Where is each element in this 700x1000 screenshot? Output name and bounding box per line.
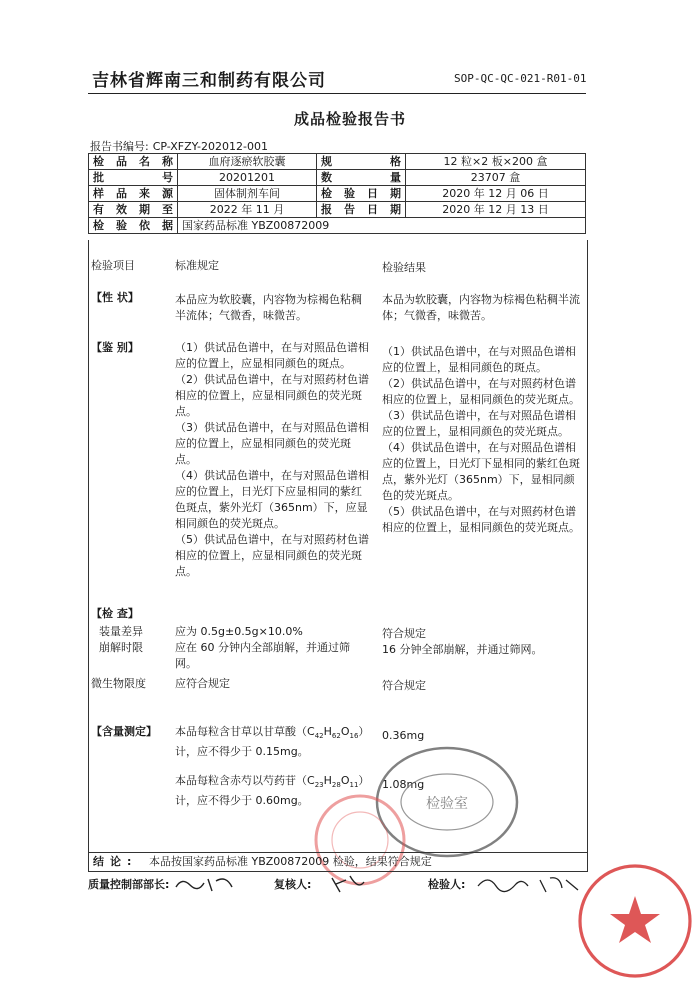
reviewer-label: 复核人: (274, 878, 312, 891)
reviewer-signature (328, 872, 368, 896)
basis-label: 检验依据 (89, 218, 178, 234)
spec-label: 规格 (317, 154, 406, 170)
assay-2-sub: 23 (314, 781, 324, 790)
identification-standard-item: （3）供试品色谱中，在与对照品色谱相应的位置上，应显相同颜色的荧光斑点。 (175, 421, 369, 466)
batch-value: 20201201 (178, 170, 317, 186)
character-standard: 本品应为软胶囊，内容物为棕褐色粘稠半流体；气微香，味微苦。 (175, 293, 362, 322)
info-table (88, 153, 586, 234)
inspector-label: 检验人: (428, 878, 466, 891)
disintegration-result: 16 分钟全部崩解，并通过筛网。 (382, 643, 543, 656)
report-title: 成品检验报告书 (293, 110, 406, 128)
identification-result-item: （3）供试品色谱中，在与对照品色谱相应的位置上，显相同颜色的荧光斑点。 (382, 409, 576, 438)
identification-label: 【鉴 别】 (91, 341, 139, 354)
identification-result (382, 344, 582, 536)
info-row (89, 154, 586, 170)
company-seal (576, 862, 694, 980)
assay-2-sub: 28 (331, 781, 341, 790)
microbe-label: 微生物限度 (91, 677, 146, 690)
info-row (89, 170, 586, 186)
loading-result: 符合规定 (382, 627, 426, 640)
info-row (89, 218, 586, 234)
column-item-header: 检验项目 (91, 259, 135, 272)
assay-result-1: 0.36mg (382, 729, 425, 742)
report-number (90, 138, 272, 154)
identification-standard-item: （1）供试品色谱中，在与对照品色谱相应的位置上，应显相同颜色的斑点。 (175, 341, 369, 370)
expiry-label: 有效期至 (89, 202, 178, 218)
identification-standard (175, 340, 370, 580)
disintegration-label: 崩解时限 (99, 641, 143, 654)
quantity-label: 数量 (317, 170, 406, 186)
identification-result-item: （1）供试品色谱中，在与对照品色谱相应的位置上，显相同颜色的斑点。 (382, 345, 576, 374)
report-number-value: CP-XFZY-202012-001 (152, 140, 268, 153)
identification-result-item: （4）供试品色谱中，在与对照品色谱相应的位置上，日光灯下显相同的紫红色斑点，紫外光灯（365nm）下，显相同颜色的荧光斑点。 (382, 441, 580, 502)
assay-1-text: 本品每粒含甘草以甘草酸（C (175, 725, 315, 738)
info-row (89, 186, 586, 202)
qc-head-signature (172, 873, 242, 895)
assay-2-text: O (340, 774, 350, 787)
conclusion-row (88, 852, 588, 872)
assay-label: 【含量测定】 (91, 725, 157, 738)
spec-value: 12 粒×2 板×200 盒 (406, 154, 586, 170)
source-value: 固体制剂车间 (178, 186, 317, 202)
identification-standard-item: （2）供试品色谱中，在与对照药材色谱相应的位置上，应显相同颜色的荧光斑点。 (175, 373, 369, 418)
microbe-standard: 应符合规定 (175, 677, 230, 690)
inspect-date-label: 检验日期 (317, 186, 406, 202)
assay-1-sub: 42 (314, 732, 324, 741)
product-name-value: 血府逐瘀软胶囊 (178, 154, 317, 170)
assay-result-2: 1.08mg (382, 778, 425, 791)
info-row (89, 202, 586, 218)
basis-value: 国家药品标准 YBZ00872009 (178, 218, 586, 234)
batch-label: 批号 (89, 170, 178, 186)
assay-2-text: 本品每粒含赤芍以芍药苷（C (175, 774, 315, 787)
assay-1-text: H (323, 725, 332, 738)
report-date-label: 报告日期 (317, 202, 406, 218)
loading-label: 装量差异 (99, 625, 143, 638)
expiry-value: 2022 年 11 月 (178, 202, 317, 218)
conclusion-text: 本品按国家药品标准 YBZ00872009 检验，结果符合规定 (149, 855, 432, 868)
identification-standard-item: （5）供试品色谱中，在与对照药材色谱相应的位置上，应显相同颜色的荧光斑点。 (175, 533, 369, 578)
report-number-label: 报告书编号: (90, 140, 149, 153)
qc-head-label: 质量控制部部长: (88, 878, 170, 891)
company-name: 吉林省辉南三和制药有限公司 (92, 71, 326, 91)
assay-2-text: H (323, 774, 332, 787)
conclusion-label: 结论: (93, 855, 138, 868)
product-name-label: 检品名称 (89, 154, 178, 170)
column-standard-header: 标准规定 (175, 259, 219, 272)
assay-1-sub: 16 (349, 732, 359, 741)
assay-2-sub: 11 (349, 781, 359, 790)
disintegration-standard: 应在 60 分钟内全部崩解，并通过筛网。 (175, 641, 350, 670)
inspector-signature (474, 872, 584, 896)
svg-text:检验室: 检验室 (426, 796, 468, 812)
loading-standard: 应为 0.5g±0.5g×10.0% (175, 625, 303, 638)
identification-standard-item: （4）供试品色谱中，在与对照品色谱相应的位置上，日光灯下应显相同的紫红色斑点，紫外光灯（365nm）下，应显相同颜色的荧光斑点。 (175, 469, 369, 530)
assay-standard-1 (175, 724, 370, 760)
report-date-value: 2020 年 12 月 13 日 (406, 202, 586, 218)
microbe-result: 符合规定 (382, 679, 426, 692)
assay-1-text: O (340, 725, 350, 738)
identification-result-item: （5）供试品色谱中，在与对照药材色谱相应的位置上，显相同颜色的荧光斑点。 (382, 505, 580, 534)
source-label: 样品来源 (89, 186, 178, 202)
assay-1-sub: 62 (331, 732, 341, 741)
assay-2-text: ）计，应不得少于 0.60mg。 (175, 774, 370, 808)
check-label: 【检 查】 (91, 607, 139, 620)
quantity-value: 23707 盒 (406, 170, 586, 186)
assay-1-text: ）计，应不得少于 0.15mg。 (175, 725, 370, 759)
character-result: 本品为软胶囊，内容物为棕褐色粘稠半流体；气微香，味微苦。 (382, 293, 580, 322)
identification-result-item: （2）供试品色谱中，在与对照药材色谱相应的位置上，显相同颜色的荧光斑点。 (382, 377, 580, 406)
document-code: SOP-QC-QC-021-R01-01 (454, 72, 587, 85)
column-result-header: 检验结果 (382, 261, 426, 274)
header-rule (88, 93, 586, 94)
character-label: 【性 状】 (91, 291, 139, 304)
inspect-date-value: 2020 年 12 月 06 日 (406, 186, 586, 202)
